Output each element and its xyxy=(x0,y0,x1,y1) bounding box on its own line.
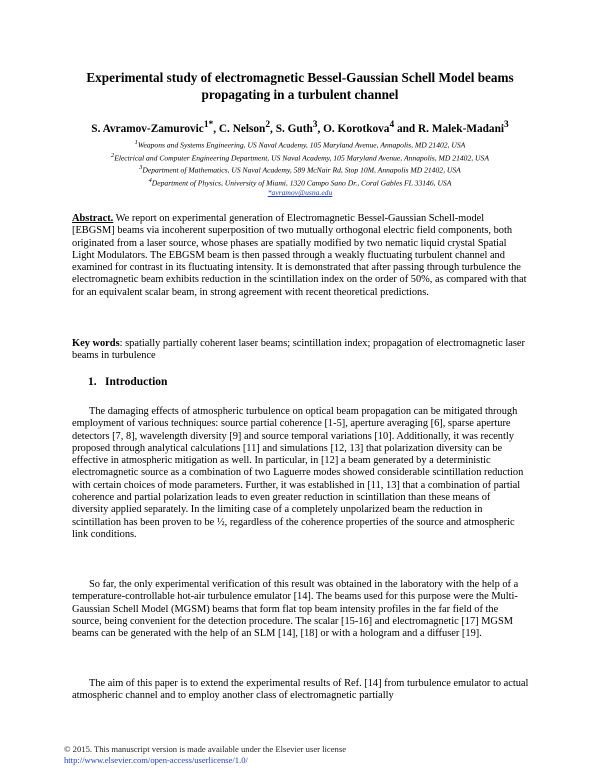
author-affil-mark: 3 xyxy=(504,120,509,130)
affiliation-mark: 4 xyxy=(148,176,152,184)
affiliation-mark: 3 xyxy=(139,164,143,172)
abstract-text: We report on experimental generation of Electromagnetic Bessel-Gaussian Schell-model [EBGSM] beams via incoherent superposition of two mutually orthogonal electric field components, both originated from a laser source, whose phases are spatially modified by two nematic liquid crystal Spatial Light Modulators. The EBGSM beam is then passed through a weakly fluctuating turbulent channel and examined for contrast in its fluctuating intensity. It is demonstrated that after passing through turbulence the electromagnetic beam exhibits reduction in the scintillation index on the order of 50%, as compared with that for an equivalent scalar beam, in strong agreement with recent theoretical predictions. xyxy=(72,213,527,298)
affiliation-text: Department of Mathematics, US Naval Academy, 589 McNair Rd, Stop 10M, Annapolis MD 21402, USA xyxy=(142,165,461,175)
paragraph-text: The damaging effects of atmospheric turbulence on optical beam propagation can be mitigated through employment of various techniques: source partial coherence [1-5], aperture averaging [6], sparse aperture detectors [7, 8], wavelength diversity [9] and source temporal variations [10]. Additionally, it was recently proposed through analytical calculations [11] and simulations [12, 13] that polarization diversity can be effective in atmospheric mitigation as well. In particular, in [12] a beam generated by a deterministic electromagnetic source as a combination of two Laguerre modes showed considerable scintillation reduction with certain choices of mode parameters. Further, it was established in [11, 13] that a combination of partial coherence and partial polarization leads to even greater reduction in scintillation than these means of diversity applied separately. In the limiting case of a completely unpolarized beam the reduction in scintillation has been proven to be ½, regardless of the coherence properties of the source and atmospheric link conditions. xyxy=(72,406,524,540)
affiliation-text: Department of Physics, University of Miami, 1320 Campo Sano Dr., Coral Gables FL 33146, USA xyxy=(151,178,452,188)
license-text: © 2015. This manuscript version is made available under the Elsevier user license xyxy=(64,744,347,754)
author-list xyxy=(40,118,560,136)
email-link[interactable]: *avramov@usna.edu xyxy=(267,188,333,198)
author-affil-mark: 2 xyxy=(265,120,271,130)
affiliation-mark: 2 xyxy=(111,151,115,159)
keywords-paragraph xyxy=(72,338,529,363)
paragraph-text: So far, the only experimental verification of this result was obtained in the laboratory with the help of a temperature-controllable hot-air turbulence emulator [14]. The beams used for this purpose were the Multi-Gaussian Schell Model (MGSM) beams that form flat top beam intensity profiles in the far field of the source, being convenient for the detection procedure. The scalar [15-16] and electromagnetic [17] MGSM beams can be generated with the help of an SLM [14], [18] or with a hologram and a diffuser [19]. xyxy=(72,579,519,640)
author-separator: and xyxy=(394,122,419,135)
license-footer xyxy=(64,744,346,766)
paper-title xyxy=(60,69,540,103)
author-separator: , xyxy=(213,122,219,135)
author-name: S. Avramov-Zamurovic xyxy=(91,122,204,135)
corresponding-email[interactable] xyxy=(40,188,560,198)
author-separator: , xyxy=(317,122,324,135)
affiliation xyxy=(40,138,560,151)
author-name: S. Guth xyxy=(275,122,313,135)
affiliation-text: Electrical and Computer Engineering Department, US Naval Academy, 105 Maryland Avenue, Annapolis, MD 21402, USA xyxy=(114,153,489,163)
intro-paragraph-1 xyxy=(72,406,529,541)
affiliation-list xyxy=(40,138,560,198)
author-name: O. Korotkova xyxy=(323,122,390,135)
affiliation xyxy=(40,163,560,176)
abstract xyxy=(72,213,529,299)
section-heading xyxy=(88,375,167,389)
paragraph-text: The aim of this paper is to extend the experimental results of Ref. [14] from turbulence emulator to actual atmospheric channel and to employ another class of electromagnetic partially xyxy=(72,678,529,702)
section-number: 1. xyxy=(88,376,97,388)
author-separator: , xyxy=(270,122,276,135)
affiliation xyxy=(40,176,560,189)
abstract-label: Abstract. xyxy=(72,213,114,224)
section-title: Introduction xyxy=(105,376,168,388)
license-url-link[interactable]: http://www.elsevier.com/open-access/userlicense/1.0/ xyxy=(64,755,248,765)
author-name: R. Malek-Madani xyxy=(418,122,504,135)
author-affil-mark: 1* xyxy=(203,120,214,130)
keywords-text: : spatially partially coherent laser beams; scintillation index; propagation of electromagnetic laser beams in turbulence xyxy=(72,338,526,362)
author-name: C. Nelson xyxy=(218,122,266,135)
intro-paragraph-2 xyxy=(72,579,529,640)
keywords-label: Key words xyxy=(72,338,120,349)
abstract-paragraph xyxy=(72,213,529,299)
keywords xyxy=(72,338,529,363)
title-line-2: propagating in a turbulent channel xyxy=(201,87,399,102)
affiliation-mark: 1 xyxy=(134,139,138,146)
author-affil-mark: 4 xyxy=(389,120,395,130)
affiliation xyxy=(40,151,560,164)
affiliation-text: Weapons and Systems Engineering, US Naval Academy, 105 Maryland Avenue, Annapolis, MD 21402, USA xyxy=(137,140,466,150)
title-line-1: Experimental study of electromagnetic Bessel-Gaussian Schell Model beams xyxy=(86,70,514,85)
author-affil-mark: 3 xyxy=(312,120,318,130)
intro-paragraph-3 xyxy=(72,678,529,703)
